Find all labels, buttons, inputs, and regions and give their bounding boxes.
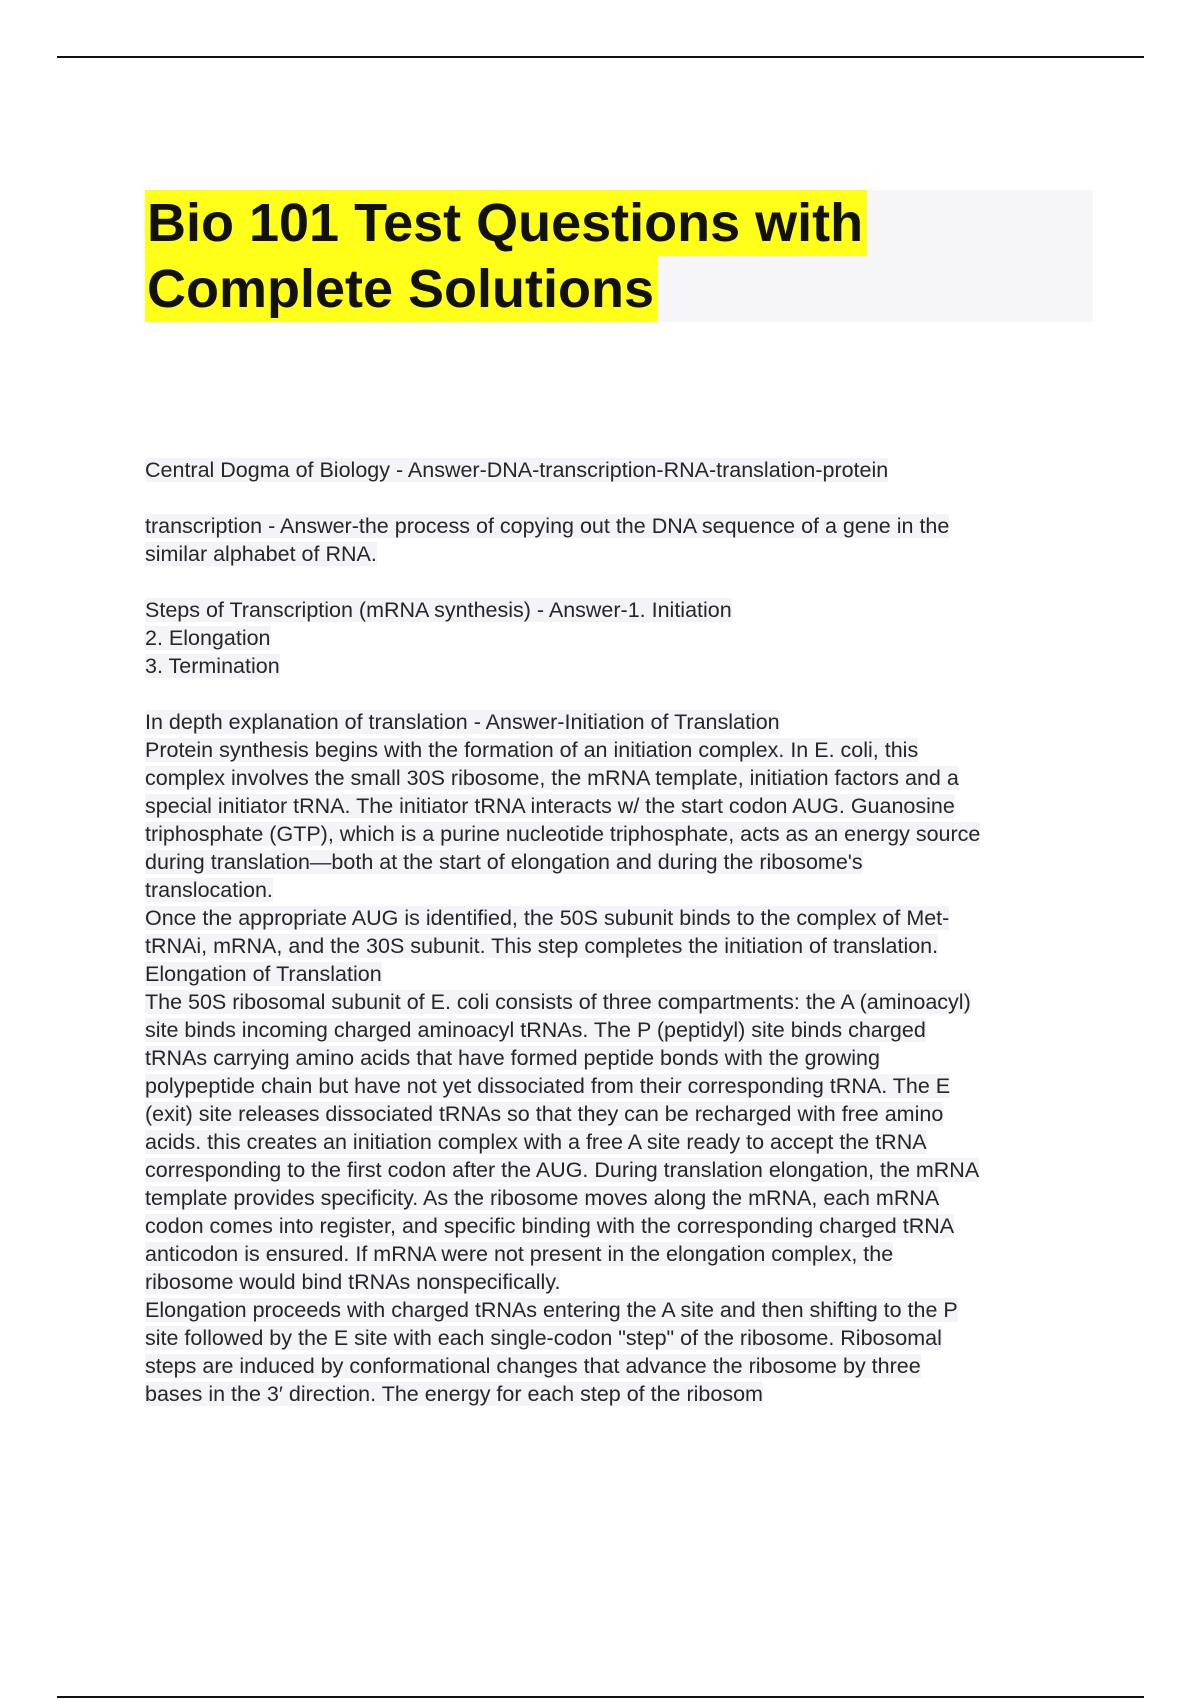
bottom-rule bbox=[57, 1696, 1144, 1698]
top-rule bbox=[57, 56, 1144, 58]
title-line-1: Bio 101 Test Questions with bbox=[145, 190, 867, 256]
qa-text: Steps of Transcription (mRNA synthesis) - Answer-1. Initiation 2. Elongation 3. Termination bbox=[145, 598, 732, 678]
qa-text: Central Dogma of Biology - Answer-DNA-transcription-RNA-translation-protein bbox=[145, 458, 889, 482]
qa-text: transcription - Answer-the process of copying out the DNA sequence of a gene in the similar alphabet of RNA. bbox=[145, 514, 950, 566]
qa-item-translation bbox=[145, 708, 1095, 1408]
qa-list bbox=[145, 456, 1095, 1408]
qa-item-central-dogma bbox=[145, 456, 1095, 484]
document-title bbox=[145, 190, 867, 322]
qa-item-steps-of-transcription bbox=[145, 596, 1095, 680]
title-line-2: Complete Solutions bbox=[145, 256, 658, 322]
qa-text: In depth explanation of translation - Answer-Initiation of Translation Protein synthesis begins with the formation of an initiation complex. In E. coli, this complex involves the small 30S ribosome, the mRNA template, initiation factors and a special initiator tRNA. The initiator tRNA interacts w/ the start codon AUG. Guanosine triphosphate (GTP), which is a purine nucleotide triphosphate, acts as an energy source during translation—both at the start of elongation and during the ribosome's translocation. Once the appropriate AUG is identified, the 50S subunit binds to the complex of Met- tRNAi, mRNA, and the 30S subunit. This step completes the initiation of translation. Elongation of Translation The 50S ribosomal subunit of E. coli consists of three compartments: the A (aminoacyl) site binds incoming charged aminoacyl tRNAs. The P (peptidyl) site binds charged tRNAs carrying amino acids that have formed peptide bonds with the growing polypeptide chain but have not yet dissociated from their corresponding tRNA. The E (exit) site releases dissociated tRNAs so that they can be recharged with free amino acids. this creates an initiation complex with a free A site ready to accept the tRNA corresponding to the first codon after the AUG. During translation elongation, the mRNA template provides specificity. As the ribosome moves along the mRNA, each mRNA codon comes into register, and specific binding with the corresponding charged tRNA anticodon is ensured. If mRNA were not present in the elongation complex, the ribosome would bind tRNAs nonspecifically. Elongation proceeds with charged tRNAs entering the A site and then shifting to the P site followed by the E site with each single-codon "step" of the ribosome. Ribosomal steps are induced by conformational changes that advance the ribosome by three bases in the 3′ direction. The energy for each step of the ribosom bbox=[145, 710, 981, 1406]
qa-item-transcription bbox=[145, 512, 1095, 568]
